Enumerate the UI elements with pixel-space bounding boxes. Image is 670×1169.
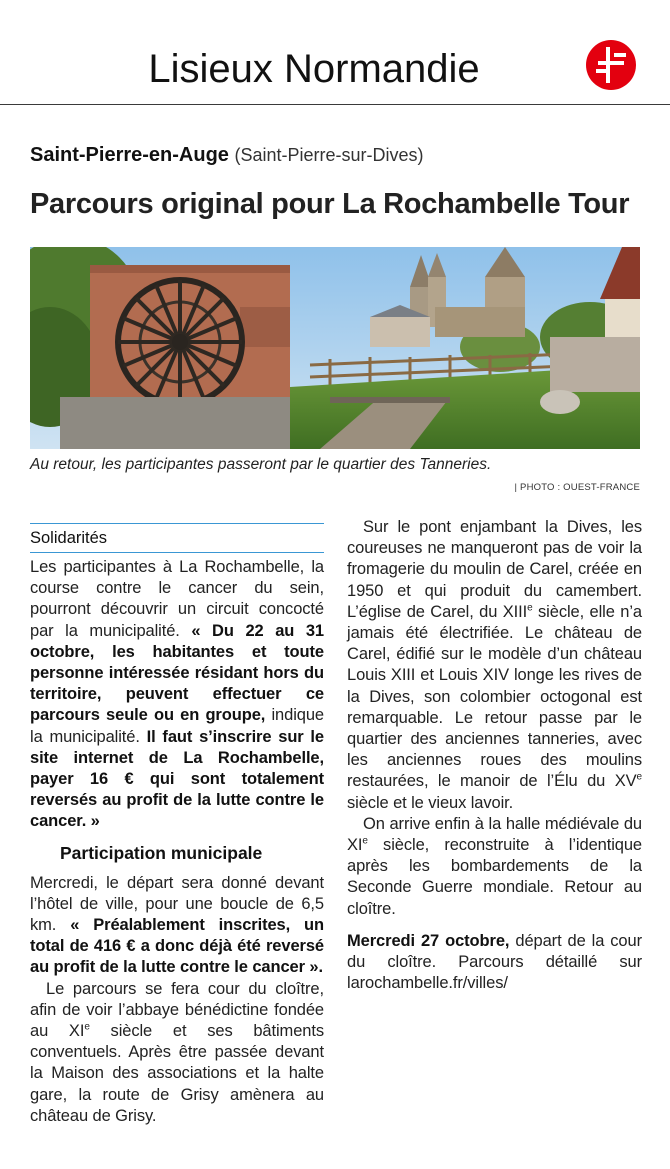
photo-caption: Au retour, les participantes passeront par le quartier des Tanneries. <box>30 456 492 473</box>
photo-credit: | PHOTO : OUEST-FRANCE <box>514 482 640 493</box>
former-place-name: (Saint-Pierre-sur-Dives) <box>234 145 424 165</box>
section-title: Lisieux Normandie <box>148 47 480 91</box>
article-column-2 <box>347 517 642 994</box>
ouest-france-logo-icon <box>585 39 637 91</box>
paragraph-route-end: On arrive enfin à la halle médiévale du XIe siècle, reconstruite à l’identique après les bombardements de la Seconde Guerre mondiale. Retour au cloître. <box>347 814 642 918</box>
paragraph-route-carel: Sur le pont enjambant la Dives, les coureuses ne manqueront pas de voir la fromagerie du moulin de Carel, créée en 1950 et qui produit du camembert. L’église de Carel, du XIIIe siècle, elle n’a jamais été électrifiée. Le château de Carel, édifié sur le modèle d’un château Louis XIII et Louis XIV longe les rives de la Dives, son colombier octogonal est remarquable. Le retour passe par le quartier des anciennes tanneries, avec les anciennes roues des moulins restaurées, le manoir de l’Élu du XVe siècle et le vieux lavoir. <box>347 518 642 812</box>
paragraph-departure: Mercredi, le départ sera donné devant l’hôtel de ville, pour une boucle de 6,5 km. « Préalablement inscrites, un total de 416 € a donc déjà été reversé au profit de la lutte contre le cancer ». <box>30 873 324 977</box>
paragraph-route-start: Le parcours se fera cour du cloître, afin de voir l’abbaye bénédictine fondée au XIe siècle et ses bâtiments conventuels. Après être passée devant la Maison des associations et la halte gare, la route de Grisy amènera au château de Grisy. <box>30 979 324 1125</box>
paragraph-practical-info: Mercredi 27 octobre, départ de la cour du cloître. Parcours détaillé sur larochambelle.fr/villes/ <box>347 931 642 993</box>
paragraph-intro: Les participantes à La Rochambelle, la course contre le cancer du sein, pourront découvrir un circuit concocté par la municipalité. « Du 22 au 31 octobre, les habitantes et toute personne intéressée résidant hors du territoire, peuvent effectuer ce parcours seule ou en groupe, indique la municipalité. Il faut s’inscrire sur le site internet de La Rochambelle, payer 16 € qui sont totalement reversés au profit de la lutte contre le cancer. » <box>30 558 324 831</box>
masthead <box>0 0 670 105</box>
subheading: Participation municipale <box>60 842 263 863</box>
article-headline: Parcours original pour La Rochambelle Tour <box>30 188 630 220</box>
place-name: Saint-Pierre-en-Auge <box>30 144 229 166</box>
watermill-town-photo <box>30 247 640 449</box>
article-photo <box>30 247 640 449</box>
dateline <box>30 142 424 168</box>
article-column-1 <box>30 523 324 1127</box>
rubric-label: Solidarités <box>30 523 324 553</box>
